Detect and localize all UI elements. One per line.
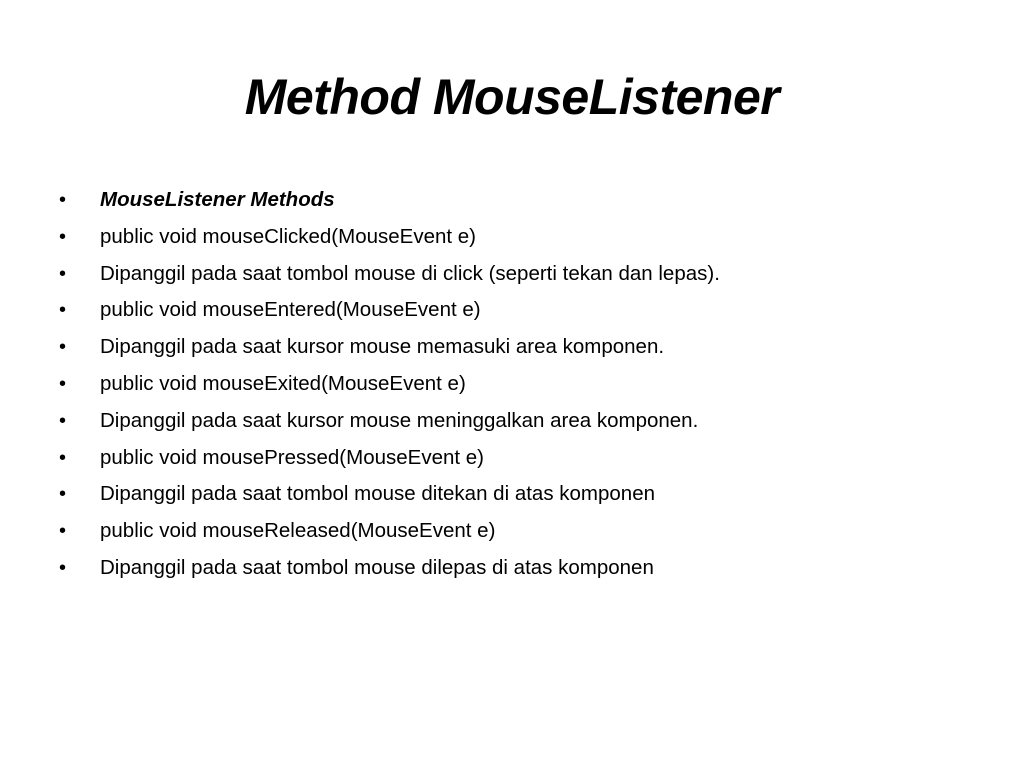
bullet-point-icon: •	[59, 520, 67, 543]
bullet-text: public void mouseClicked(MouseEvent e)	[100, 224, 477, 248]
bullet-item	[56, 550, 986, 587]
bullet-text: Dipanggil pada saat tombol mouse dilepas di atas komponen	[100, 555, 654, 579]
bullet-text: Dipanggil pada saat kursor mouse meninggalkan area komponen.	[100, 408, 699, 432]
bullet-point-icon: •	[59, 262, 67, 285]
bullet-point-icon: •	[59, 336, 67, 359]
bullet-item	[56, 476, 986, 513]
bullet-point-icon: •	[59, 372, 67, 395]
bullet-point-icon: •	[59, 409, 67, 432]
bullet-point-icon: •	[59, 446, 67, 469]
bullet-item	[56, 182, 986, 219]
bullet-point-icon: •	[59, 556, 67, 579]
bullet-text: MouseListener Methods	[100, 188, 335, 211]
bullet-item	[56, 440, 986, 477]
bullet-text: Dipanggil pada saat tombol mouse di click (seperti tekan dan lepas).	[100, 261, 720, 285]
bullet-list	[56, 182, 986, 587]
bullet-text: Dipanggil pada saat tombol mouse ditekan di atas komponen	[100, 482, 655, 506]
bullet-point-icon: •	[59, 483, 67, 506]
bullet-text: public void mouseReleased(MouseEvent e)	[100, 519, 496, 543]
bullet-item	[56, 292, 986, 329]
slide-title: Method MouseListener	[244, 69, 780, 125]
bullet-item	[56, 403, 986, 440]
bullet-item	[56, 329, 986, 366]
bullet-item	[56, 256, 986, 293]
bullet-item	[56, 219, 986, 256]
bullet-item	[56, 366, 986, 403]
bullet-point-icon: •	[59, 225, 67, 248]
bullet-text: public void mousePressed(MouseEvent e)	[100, 445, 484, 469]
bullet-text: Dipanggil pada saat kursor mouse memasuki area komponen.	[100, 335, 665, 359]
bullet-item	[56, 513, 986, 550]
bullet-text: public void mouseExited(MouseEvent e)	[100, 371, 466, 395]
bullet-point-icon: •	[59, 299, 67, 322]
bullet-point-icon: •	[59, 189, 67, 211]
bullet-text: public void mouseEntered(MouseEvent e)	[100, 298, 481, 322]
